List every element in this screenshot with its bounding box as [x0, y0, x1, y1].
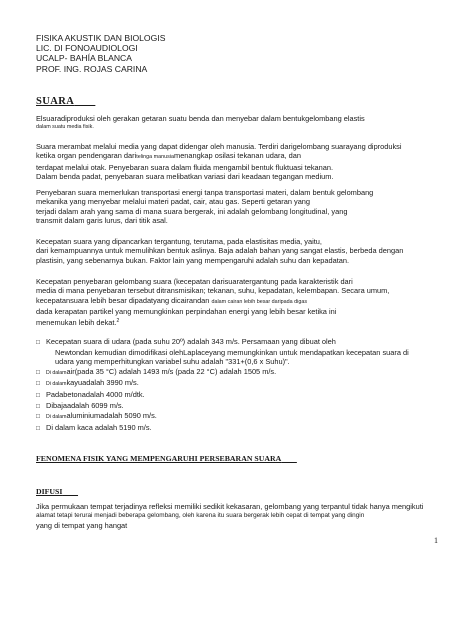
- footnote-ref: 2: [116, 317, 120, 324]
- paragraph-5: [36, 502, 423, 530]
- list-item: □ Di dalamkayuadalah 3990 m/s.: [36, 378, 139, 388]
- text-line: Kecepatan suara yang dipancarkan tergantung, terutama, pada elastisitas media, yaitu,: [36, 237, 322, 246]
- list-item: □ Di dalam kaca adalah 5190 m/s.: [36, 422, 152, 432]
- text-line: media di mana penyebaran tersebut ditransmisikan; tekanan, suhu, kepadatan, kelembapan. Secara umum,: [36, 286, 390, 296]
- page-number: 1: [434, 536, 438, 545]
- list-item: □ Di dalamair(pada 35 °C) adalah 1493 m/s (pada 22 °C) adalah 1505 m/s.: [36, 366, 277, 376]
- text-line: kecepatansuara lebih besar dipadatyang dicairandan dalam cairan lebih besar daripada digas: [36, 295, 308, 305]
- text-line: Jika permukaan tempat terjadinya refleksi memiliki sedikit kekasaran, gelombang yang terpantul tidak hanya mengikuti: [36, 502, 424, 511]
- text-line: dada kerapatan partikel yang memungkinkan perpindahan energi yang lebih besar ketika ini: [36, 307, 337, 317]
- paragraph-1: [36, 142, 402, 182]
- list-item: □ Padabetonadalah 4000 m/dtk.: [36, 389, 145, 399]
- text-line: dari kemampuannya untuk memulihkan bentuk aslinya. Baja adalah bahan yang sangat elastis, berbeda dengan: [36, 246, 404, 256]
- section-heading: DIFUSI: [36, 487, 63, 496]
- text-line: Dalam benda padat, penyebaran suara melibatkan variasi dari keadaan tegangan medium.: [36, 172, 334, 182]
- text-line: Suara merambat melalui media yang dapat didengar oleh manusia. Terdiri darigelombang suarayang diproduksi: [36, 142, 402, 151]
- page-title: [36, 96, 95, 107]
- text-line: Elsuaradiproduksi oleh gerakan getaran suatu benda dan menyebar dalam bentukgelombang elastis: [36, 114, 365, 123]
- text-line: menemukan lebih dekat.$^2$: [36, 317, 120, 327]
- text-line: Kecepatan penyebaran gelombang suara (kecepatan darisuaratergantung pada karakteristik dari: [36, 277, 353, 286]
- document-header: [36, 33, 165, 74]
- list-item: □ Di dalamaluminiumadalah 5090 m/s.: [36, 411, 157, 421]
- bullet-icon: □: [36, 380, 40, 388]
- paragraph-3: [36, 237, 403, 265]
- bullet-icon: □: [36, 339, 40, 346]
- text-line: plastisin, yang sebenarnya bukan. Faktor lain yang mempengaruhi adalah suhu dan kepadatan.: [36, 255, 350, 265]
- header-line: LIC. DI FONOAUDIOLOGI: [36, 43, 138, 54]
- list-item-continuation: udara yang memperhitungkan variabel suhu adalah "331+(0,6 x Suhu)".: [55, 357, 290, 367]
- text-line: terjadi dalam arah yang sama di mana suara bergerak, ini adalah gelombang longitudinal, yang: [36, 206, 348, 216]
- list-item: □ Kecepatan suara di udara (pada suhu 20º) adalah 343 m/s. Persamaan yang dibuat oleh: [36, 337, 336, 346]
- text-line: terdapat melalui otak. Penyebaran suara dalam fluida mengambil bentuk fluktuasi tekanan.: [36, 162, 334, 172]
- intro-paragraph: [36, 114, 365, 133]
- text-line: yang di tempat yang hangat: [36, 520, 128, 530]
- list-item: □ Dibajaadalah 6099 m/s.: [36, 400, 124, 410]
- header-line: FISIKA AKUSTIK DAN BIOLOGIS: [36, 33, 166, 43]
- text-line: transmit dalam garis lurus, dari titik asal.: [36, 216, 168, 226]
- paragraph-4: [36, 277, 389, 327]
- speed-list: [36, 337, 409, 433]
- text-line: dalam suatu media fisik.: [36, 124, 94, 131]
- bullet-icon: □: [36, 413, 40, 421]
- list-item-continuation: Newtondan kemudian dimodifikasi olehLaplaceyang memungkinkan untuk mendapatkan kecepatan suara di: [55, 347, 409, 357]
- header-line: UCALP- BAHÍA BLANCA: [36, 53, 132, 64]
- section-heading: FENOMENA FISIK YANG MEMPENGARUHI PERSEBARAN SUARA: [36, 454, 282, 463]
- bullet-icon: □: [36, 391, 40, 399]
- bullet-icon: □: [36, 368, 40, 376]
- title-text: SUARA: [36, 96, 75, 107]
- text-line: Penyebaran suara memerlukan transportasi energi tanpa transportasi materi, dalam bentuk gelombang: [36, 188, 374, 197]
- paragraph-2: [36, 188, 373, 226]
- header-line: PROF. ING. ROJAS CARINA: [36, 63, 148, 74]
- text-line: mekanika yang menyebar melalui materi padat, cair, atau gas. Seperti getaran yang: [36, 197, 311, 207]
- bullet-icon: □: [36, 424, 40, 432]
- text-line: alamat tetapi terurai menjadi beberapa gelombang, oleh karena itu suara bergerak lebih cepat di tempat yang dingin: [36, 512, 365, 520]
- bullet-icon: □: [36, 402, 40, 410]
- text-line: ketika organ pendengaran daritelinga manusiamenangkap osilasi tekanan udara, dan: [36, 151, 301, 161]
